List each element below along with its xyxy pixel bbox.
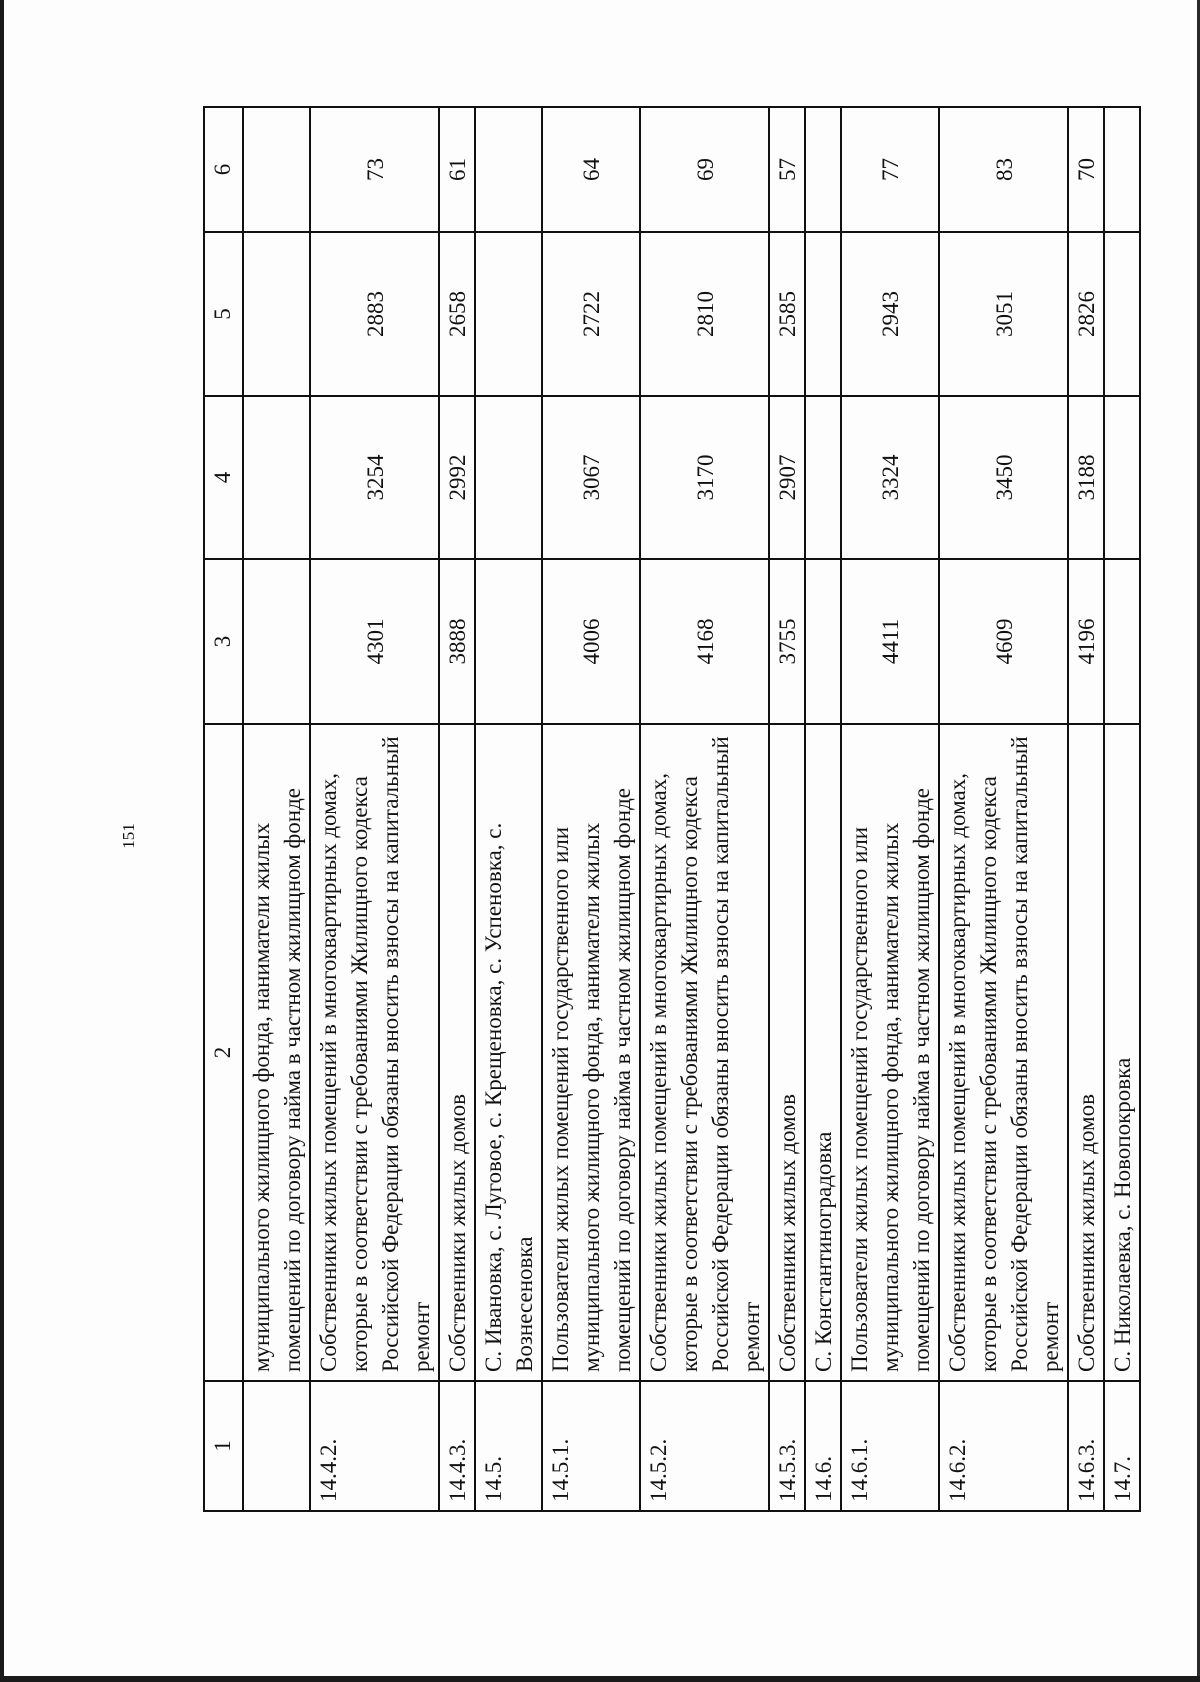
row-value-col5: 2585 [769,232,805,396]
rotated-table-container [203,108,1135,1512]
row-value-col4: 2992 [439,396,475,559]
row-code: 14.6. [805,1381,841,1511]
row-value-col6: 73 [310,107,439,232]
row-value-col4 [243,396,310,559]
page-number: 151 [119,823,138,849]
row-value-col6 [475,107,542,232]
row-value-col5: 2722 [542,232,640,396]
row-code: 14.6.3. [1068,1381,1104,1511]
scan-edge-bottom [0,1676,1200,1682]
row-value-col5: 3051 [939,232,1068,396]
table-row [310,107,439,1511]
row-value-col6: 77 [841,107,939,232]
table-row [243,107,310,1511]
table-row [769,107,805,1511]
row-value-col6: 61 [439,107,475,232]
table-row [439,107,475,1511]
table-row [475,107,542,1511]
row-value-col6: 69 [640,107,769,232]
row-value-col3 [243,559,310,724]
table-row [939,107,1068,1511]
table-row [542,107,640,1511]
row-value-col6: 64 [542,107,640,232]
table-row [1104,107,1140,1511]
row-name: Пользователи жилых помещений государственного или муниципального жилищного фонда, наниматели жилых помещений по договору найма в частном жилищном фонде [841,724,939,1381]
row-value-col4: 3170 [640,396,769,559]
row-value-col3: 4196 [1068,559,1104,724]
row-name: муниципального жилищного фонда, наниматели жилых помещений по договору найма в частном жилищном фонде [243,724,310,1381]
row-value-col6: 83 [939,107,1068,232]
row-code: 14.6.1. [841,1381,939,1511]
row-value-col5: 2810 [640,232,769,396]
row-name: Собственники жилых помещений в многоквартирных домах, которые в соответствии с требованиями Жилищного кодекса Российской Федерации обязаны вносить взносы на капитальный ремонт [939,724,1068,1381]
row-value-col5: 2826 [1068,232,1104,396]
row-code: 14.5. [475,1381,542,1511]
row-value-col6 [1104,107,1140,232]
table-header-row [204,107,243,1511]
row-code: 14.4.3. [439,1381,475,1511]
table-row [640,107,769,1511]
row-value-col3: 4411 [841,559,939,724]
row-code [243,1381,310,1511]
table-body [243,107,1140,1511]
row-value-col4: 2907 [769,396,805,559]
row-value-col3: 3755 [769,559,805,724]
row-value-col3 [1104,559,1140,724]
row-value-col4: 3450 [939,396,1068,559]
column-header-3: 3 [204,559,243,724]
row-name: С. Константиноградовка [805,724,841,1381]
table-row [1068,107,1104,1511]
row-name: С. Ивановка, с. Луговое, с. Крещеновка, с. Успеновка, с. Вознесеновка [475,724,542,1381]
row-value-col3: 4168 [640,559,769,724]
table-row [841,107,939,1511]
table-row [805,107,841,1511]
row-value-col5 [475,232,542,396]
row-code: 14.7. [1104,1381,1140,1511]
row-name: Собственники жилых домов [1068,724,1104,1381]
row-value-col6 [805,107,841,232]
row-name: Собственники жилых домов [769,724,805,1381]
row-value-col4 [1104,396,1140,559]
row-value-col3: 4301 [310,559,439,724]
row-value-col3: 3888 [439,559,475,724]
row-value-col4: 3067 [542,396,640,559]
row-value-col5 [243,232,310,396]
row-name: Собственники жилых помещений в многоквартирных домах, которые в соответствии с требованиями Жилищного кодекса Российской Федерации обязаны вносить взносы на капитальный ремонт [310,724,439,1381]
row-name: Собственники жилых помещений в многоквартирных домах, которые в соответствии с требованиями Жилищного кодекса Российской Федерации обязаны вносить взносы на капитальный ремонт [640,724,769,1381]
row-value-col3 [475,559,542,724]
row-value-col6: 70 [1068,107,1104,232]
row-value-col3: 4609 [939,559,1068,724]
row-code: 14.6.2. [939,1381,1068,1511]
column-header-5: 5 [204,232,243,396]
row-value-col4 [805,396,841,559]
row-code: 14.5.2. [640,1381,769,1511]
row-value-col5 [805,232,841,396]
row-name: С. Николаевка, с. Новопокровка [1104,724,1140,1381]
row-value-col6: 57 [769,107,805,232]
row-value-col4: 3324 [841,396,939,559]
scan-edge-left [0,0,4,1682]
row-value-col5: 2883 [310,232,439,396]
row-code: 14.5.3. [769,1381,805,1511]
column-header-2: 2 [204,724,243,1381]
tariff-table [203,106,1141,1512]
row-value-col4 [475,396,542,559]
row-value-col5 [1104,232,1140,396]
row-value-col6 [243,107,310,232]
row-value-col3 [805,559,841,724]
row-value-col5: 2943 [841,232,939,396]
column-header-4: 4 [204,396,243,559]
row-name: Собственники жилых домов [439,724,475,1381]
column-header-6: 6 [204,107,243,232]
column-header-1: 1 [204,1381,243,1511]
row-value-col5: 2658 [439,232,475,396]
row-code: 14.4.2. [310,1381,439,1511]
row-value-col4: 3188 [1068,396,1104,559]
row-code: 14.5.1. [542,1381,640,1511]
row-name: Пользователи жилых помещений государственного или муниципального жилищного фонда, наниматели жилых помещений по договору найма в частном жилищном фонде [542,724,640,1381]
row-value-col3: 4006 [542,559,640,724]
row-value-col4: 3254 [310,396,439,559]
